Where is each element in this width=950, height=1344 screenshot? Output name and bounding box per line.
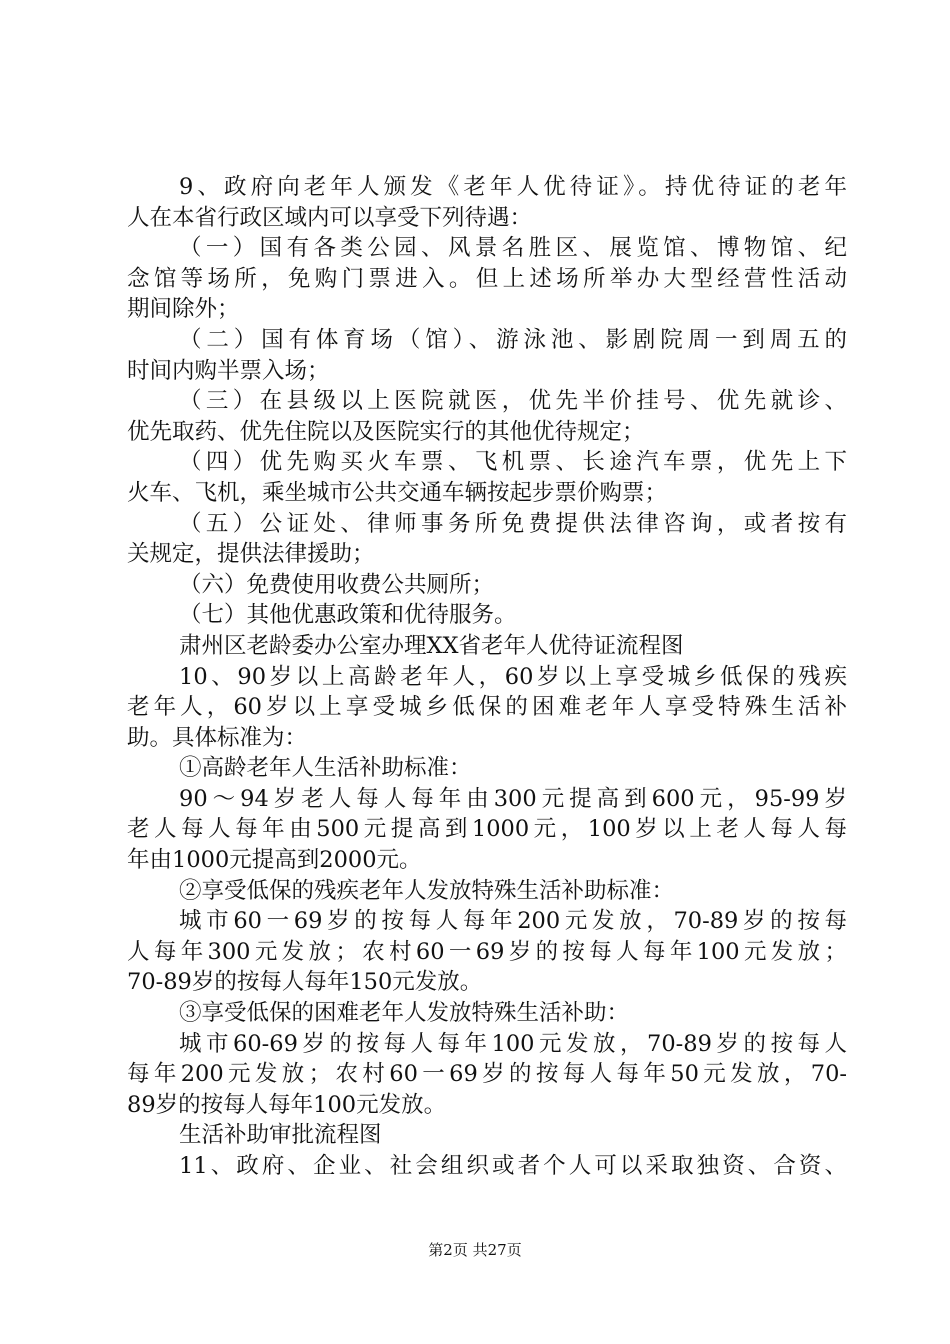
text-line: 10、90岁以上高龄老年人，60岁以上享受城乡低保的残疾 (179, 663, 847, 690)
text-line: 关规定，提供法律援助； (127, 541, 375, 568)
text-line: 每年200元发放；农村60一69岁的按每人每年50元发放，70- (127, 1061, 847, 1088)
text-line: （三）在县级以上医院就医，优先半价挂号、优先就诊、 (179, 388, 847, 415)
text-line: 优先取药、优先住院以及医院实行的其他优待规定； (127, 418, 645, 445)
text-line: （七）其他优惠政策和优待服务。 (179, 602, 517, 629)
text-line: 年由1000元提高到2000元。 (127, 847, 422, 874)
document-body (127, 172, 847, 1182)
text-line: 城市60一69岁的按每人每年200元发放，70-89岁的按每 (179, 908, 847, 935)
text-line: 90～94岁老人每人每年由300元提高到600元，95-99岁 (179, 785, 847, 812)
text-line: （六）免费使用收费公共厕所； (179, 571, 495, 598)
page-footer: 第2页 共27页 (428, 1241, 522, 1259)
text-line: 时间内购半票入场； (127, 357, 330, 384)
text-line: 人每年300元发放；农村60一69岁的按每人每年100元发放； (127, 938, 847, 965)
text-line: 助。具体标准为： (127, 724, 308, 751)
text-line: 生活补助审批流程图 (179, 1122, 382, 1149)
text-line: 11、政府、企业、社会组织或者个人可以采取独资、合资、 (179, 1153, 847, 1179)
text-line: 老人每人每年由500元提高到1000元，100岁以上老人每人每 (127, 816, 847, 843)
text-line: （二）国有体育场（馆）、游泳池、影剧院周一到周五的 (179, 326, 847, 353)
text-line: 城市60-69岁的按每人每年100元发放，70-89岁的按每人 (179, 1030, 847, 1057)
text-line: 70-89岁的按每人每年150元发放。 (127, 969, 483, 996)
text-line: （四）优先购买火车票、飞机票、长途汽车票，优先上下 (179, 449, 847, 476)
text-line: （五）公证处、律师事务所免费提供法律咨询，或者按有 (179, 510, 847, 537)
text-line: 老年人，60岁以上享受城乡低保的困难老年人享受特殊生活补 (127, 694, 847, 721)
text-line: 念馆等场所，免购门票进入。但上述场所举办大型经营性活动 (127, 265, 847, 292)
text-line: 肃州区老龄委办公室办理XX省老年人优待证流程图 (179, 632, 684, 659)
text-line: ②享受低保的残疾老年人发放特殊生活补助标准： (179, 877, 675, 904)
text-line: 人在本省行政区域内可以享受下列待遇： (127, 204, 533, 231)
text-line: ③享受低保的困难老年人发放特殊生活补助： (179, 1000, 630, 1027)
text-line: ①高龄老年人生活补助标准： (179, 755, 472, 782)
text-line: （一）国有各类公园、风景名胜区、展览馆、博物馆、纪 (179, 235, 847, 262)
text-line: 火车、飞机，乘坐城市公共交通车辆按起步票价购票； (127, 479, 668, 506)
text-line: 9、政府向老年人颁发《老年人优待证》。持优待证的老年 (179, 174, 847, 200)
text-line: 89岁的按每人每年100元发放。 (127, 1091, 447, 1118)
text-line: 期间除外； (127, 296, 240, 323)
